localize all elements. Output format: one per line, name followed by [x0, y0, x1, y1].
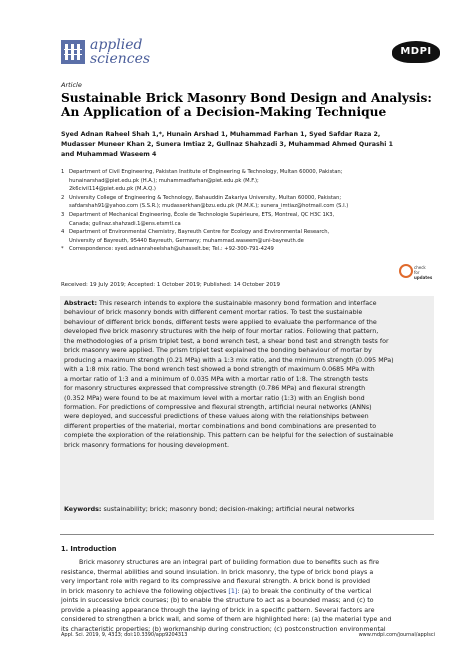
check-updates-icon: [399, 264, 413, 278]
abstract-line: different properties of the material, mortar combinations and bond combinations are presented to: [64, 422, 377, 430]
intro-line: [61, 587, 434, 597]
affiliation-item: [61, 211, 433, 228]
paper-title: [61, 91, 441, 119]
affiliations: [61, 168, 433, 254]
intro-line: Brick masonry structures are an integral part of building formation due to benefits such as fire: [79, 559, 380, 566]
affiliation-number: *: [61, 246, 64, 253]
title-line: Sustainable Brick Masonry Bond Design and Analysis:: [61, 91, 432, 105]
abstract: [64, 299, 430, 450]
abstract-line: the methodologies of a prism triplet test, a bond wrench test, a shear bond test and strength tests for: [64, 337, 389, 345]
affiliation-line: safdarshah91@yahoo.com (S.S.R.); mudasserkhan@bzu.edu.pk (M.M.K.); sunera_imtiaz@hotmail.com (S.I.): [69, 203, 349, 210]
affiliation-item: [61, 168, 433, 194]
affiliation-line: University College of Engineering & Technology, Bahauddin Zakariya University, Multan 60000, Pakistan;: [69, 194, 342, 201]
affiliation-number: 3: [61, 211, 65, 218]
check-updates-label: [414, 265, 432, 280]
affiliation-line: Canada; gullnaz.shahzadi.1@ens.etsmtl.ca: [69, 220, 181, 227]
article-type: Article: [61, 81, 82, 89]
citation-link[interactable]: [1]: [228, 587, 238, 595]
author-line: Syed Adnan Raheel Shah 1,*, Hunain Arshad 1, Muhammad Farhan 1, Syed Safdar Raza 2,: [61, 131, 381, 138]
affiliation-number: 4: [61, 229, 65, 236]
abstract-label: Abstract:: [64, 300, 97, 307]
intro-line: considered to strengthen a brick wall, and some of them are highlighted here: (a) the material type and: [61, 616, 392, 623]
intro-line: resistance, thermal abilities and sound insulation. In brick masonry, the type of brick bond plays a: [61, 568, 374, 576]
affiliation-number: 1: [61, 169, 65, 175]
abstract-line: for masonry structures expressed that compressive strength (0.786 MPa) and flexural strength: [64, 385, 366, 393]
introduction-text: [61, 558, 434, 634]
check-for-updates-badge[interactable]: [399, 264, 433, 284]
author-line: and Muhammad Waseem 4: [61, 150, 157, 158]
footer-citation: Appl. Sci. 2019, 9, 4313; doi:10.3390/app9204313: [61, 632, 188, 638]
intro-line: its characteristic properties; (b) workmanship during construction; (c) postconstruction environmental: [61, 625, 386, 633]
journal-logo-icon: [61, 40, 85, 64]
affiliation-number: 2: [61, 194, 65, 201]
abstract-line: were deployed, and successful predictions of these values along with the relationships between: [64, 413, 369, 421]
abstract-line: with a 1:8 mix ratio. The bond wrench test showed a bond strength of maximum 0.0685 MPa with: [64, 366, 375, 374]
abstract-line: a mortar ratio of 1:3 and a minimum of 0.035 MPa with a mortar ratio of 1:8. The strength tests: [64, 375, 368, 383]
publication-dates: Received: 19 July 2019; Accepted: 1 October 2019; Published: 14 October 2019: [61, 282, 281, 288]
badge-line: check for: [414, 265, 426, 275]
author-list: [61, 130, 433, 159]
intro-text: in brick masonry to achieve the following objectives: [61, 587, 229, 595]
intro-line: provide a pleasing appearance through the laying of brick in a specific pattern. Several factors are: [61, 606, 375, 614]
affiliation-line: 2k6civil114@piet.edu.pk (M.A.Q.): [69, 186, 156, 193]
footer-journal-link[interactable]: www.mdpi.com/journal/applsci: [358, 632, 435, 638]
section-heading: 1. Introduction: [61, 545, 117, 553]
journal-name: [90, 38, 150, 66]
correspondence-item: [61, 245, 433, 254]
intro-line: very important role with regard to its compressive and flexural strength. A brick bond is provided: [61, 578, 371, 585]
abstract-line: brick masonry were applied. The prism triplet test explained the bonding behaviour of mortar by: [64, 347, 372, 355]
badge-line: updates: [414, 275, 433, 280]
intro-text: : (a) to break the continuity of the vertical: [237, 587, 372, 595]
abstract-line: developed five brick masonry structures with the help of four mortar ratios. Following that pattern,: [64, 328, 379, 336]
affiliation-line: Department of Civil Engineering, Pakistan Institute of Engineering & Technology, Multan 60000, Pakistan;: [69, 169, 343, 175]
abstract-line: behaviour of different brick bonds, different tests were applied to evaluate the performance of the: [64, 318, 377, 326]
affiliation-line: Department of Environmental Chemistry, Bayreuth Centre for Ecology and Environmental Research,: [69, 229, 330, 236]
affiliation-line: hunainarshad@piet.edu.pk (H.A.); muhammadfarhan@piet.edu.pk (M.F.);: [69, 177, 259, 184]
keywords-label: Keywords:: [64, 506, 102, 513]
correspondence-line: Correspondence: syed.adnanraheelshah@uhasselt.be; Tel.: +92-300-791-4249: [69, 246, 274, 253]
journal-name-line2: sciences: [90, 51, 151, 67]
affiliation-item: [61, 194, 433, 211]
publisher-logo: MDPI: [398, 45, 434, 59]
abstract-line: complete the exploration of the relationship. This pattern can be helpful for the selection of sustainable: [64, 432, 394, 440]
keywords: [64, 505, 430, 514]
abstract-line: producing a maximum strength (0.21 MPa) with a 1:3 mix ratio, and the minimum strength (0.095 MPa): [64, 356, 394, 364]
keywords-text: sustainability; brick; masonry bond; decision-making; artificial neural networks: [103, 506, 355, 513]
abstract-line: (0.352 MPa) were found to be at maximum level with a mortar ratio (1:3) with an English bond: [64, 394, 365, 402]
affiliation-item: [61, 228, 433, 245]
intro-line: joints in successive brick courses; (b) to enable the structure to act as a bounded mass; and (c) to: [61, 597, 374, 604]
abstract-line: behaviour of brick masonry bonds with different cement mortar ratios. To test the sustainable: [64, 309, 363, 317]
abstract-line: brick masonry formations for housing development.: [64, 441, 230, 449]
affiliation-line: University of Bayreuth, 95440 Bayreuth, Germany; muhammad.waseem@uni-bayreuth.de: [69, 237, 304, 244]
journal-name-line1: applied: [90, 37, 143, 53]
abstract-text: This research intends to explore the sustainable masonry bond formation and interface: [99, 300, 377, 307]
affiliation-line: Department of Mechanical Engineering, École de Technologie Supérieure, ETS, Montreal, QC H3C 1K3,: [69, 211, 335, 218]
author-line: Mudasser Muneer Khan 2, Sunera Imtiaz 2, Gullnaz Shahzadi 3, Muhammad Ahmed Qurashi 1: [61, 140, 393, 148]
abstract-line: formation. For predictions of compressive and flexural strength, artificial neural networks (ANNs): [64, 403, 372, 411]
title-line: An Application of a Decision-Making Technique: [61, 105, 387, 119]
section-divider: [60, 534, 434, 535]
abstract-line: [64, 299, 430, 308]
